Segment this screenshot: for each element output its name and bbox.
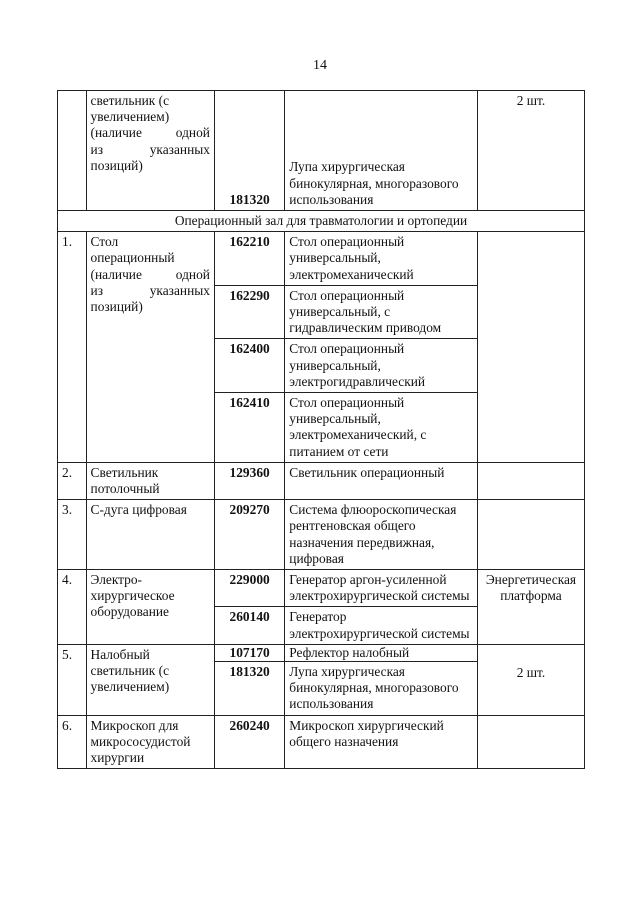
note-cell — [477, 715, 584, 769]
code-cell: 260140 — [214, 607, 284, 644]
code-cell: 162410 — [214, 393, 284, 463]
code-cell: 162400 — [214, 339, 284, 393]
row-number-cell: 4. — [58, 570, 87, 645]
description-cell: Стол операционный универсальный, электромеханический, с питанием от сети — [285, 393, 478, 463]
note-cell — [477, 462, 584, 499]
table-row — [58, 500, 585, 570]
row-number-cell: 1. — [58, 232, 87, 463]
description-cell: Лупа хирургическая бинокулярная, многоразового использования — [285, 91, 478, 211]
description-cell: Светильник операционный — [285, 462, 478, 499]
code-cell: 181320 — [214, 91, 284, 211]
code-cell: 107170 — [214, 644, 284, 661]
name-cell: Микроскоп для микрососудистой хирургии — [86, 715, 214, 769]
code-cell: 209270 — [214, 500, 284, 570]
note-cell: 2 шт. — [477, 644, 584, 715]
note-cell — [477, 232, 584, 463]
name-cell — [86, 232, 214, 463]
code-cell: 162290 — [214, 285, 284, 339]
description-cell: Стол операционный универсальный, электромеханический — [285, 232, 478, 286]
row-number-cell: 2. — [58, 462, 87, 499]
section-row — [58, 211, 585, 232]
name-line: позиций) — [90, 299, 143, 315]
description-cell: Стол операционный универсальный, с гидравлическим приводом — [285, 285, 478, 339]
table-row — [58, 462, 585, 499]
table-row — [58, 715, 585, 769]
name-cell — [86, 91, 214, 211]
name-cell: Светильник потолочный — [86, 462, 214, 499]
name-line: увеличением) — [90, 109, 170, 125]
row-number-cell: 6. — [58, 715, 87, 769]
description-cell: Стол операционный универсальный, электрогидравлический — [285, 339, 478, 393]
name-line: (наличие одной — [90, 125, 210, 141]
code-cell: 129360 — [214, 462, 284, 499]
table-row — [58, 644, 585, 661]
name-cell: Электро-хирургическое оборудование — [86, 570, 214, 645]
equipment-table — [57, 90, 585, 769]
description-cell: Система флюороскопическая рентгеновская общего назначения передвижная, цифровая — [285, 500, 478, 570]
name-cell: Налобный светильник (с увеличением) — [86, 644, 214, 715]
row-number-cell — [58, 91, 87, 211]
row-number-cell: 5. — [58, 644, 87, 715]
table-row — [58, 91, 585, 211]
page-number: 14 — [313, 58, 327, 73]
code-cell: 260240 — [214, 715, 284, 769]
description-cell: Рефлектор налобный — [285, 644, 478, 661]
description-cell: Генератор электрохирургической системы — [285, 607, 478, 644]
code-cell: 229000 — [214, 570, 284, 607]
name-line: светильник (с — [90, 93, 170, 108]
name-line: из указанных — [90, 141, 210, 157]
description-cell: Генератор аргон-усиленной электрохирургической системы — [285, 570, 478, 607]
table-row — [58, 570, 585, 607]
name-line: Стол — [90, 234, 119, 250]
name-line: операционный — [90, 250, 175, 266]
code-cell: 162210 — [214, 232, 284, 286]
note-cell — [477, 500, 584, 570]
row-number-cell: 3. — [58, 500, 87, 570]
note-cell: 2 шт. — [477, 91, 584, 211]
note-cell: Энергетическая платформа — [477, 570, 584, 645]
section-title: Операционный зал для травматологии и ортопедии — [58, 211, 585, 232]
code-cell: 181320 — [214, 662, 284, 716]
name-cell: С-дуга цифровая — [86, 500, 214, 570]
name-line: (наличие одной — [90, 266, 210, 282]
table-row — [58, 232, 585, 286]
description-cell: Микроскоп хирургический общего назначения — [285, 715, 478, 769]
name-line: из указанных — [90, 282, 210, 298]
description-cell: Лупа хирургическая бинокулярная, многоразового использования — [285, 662, 478, 716]
name-line: позиций) — [90, 157, 143, 173]
